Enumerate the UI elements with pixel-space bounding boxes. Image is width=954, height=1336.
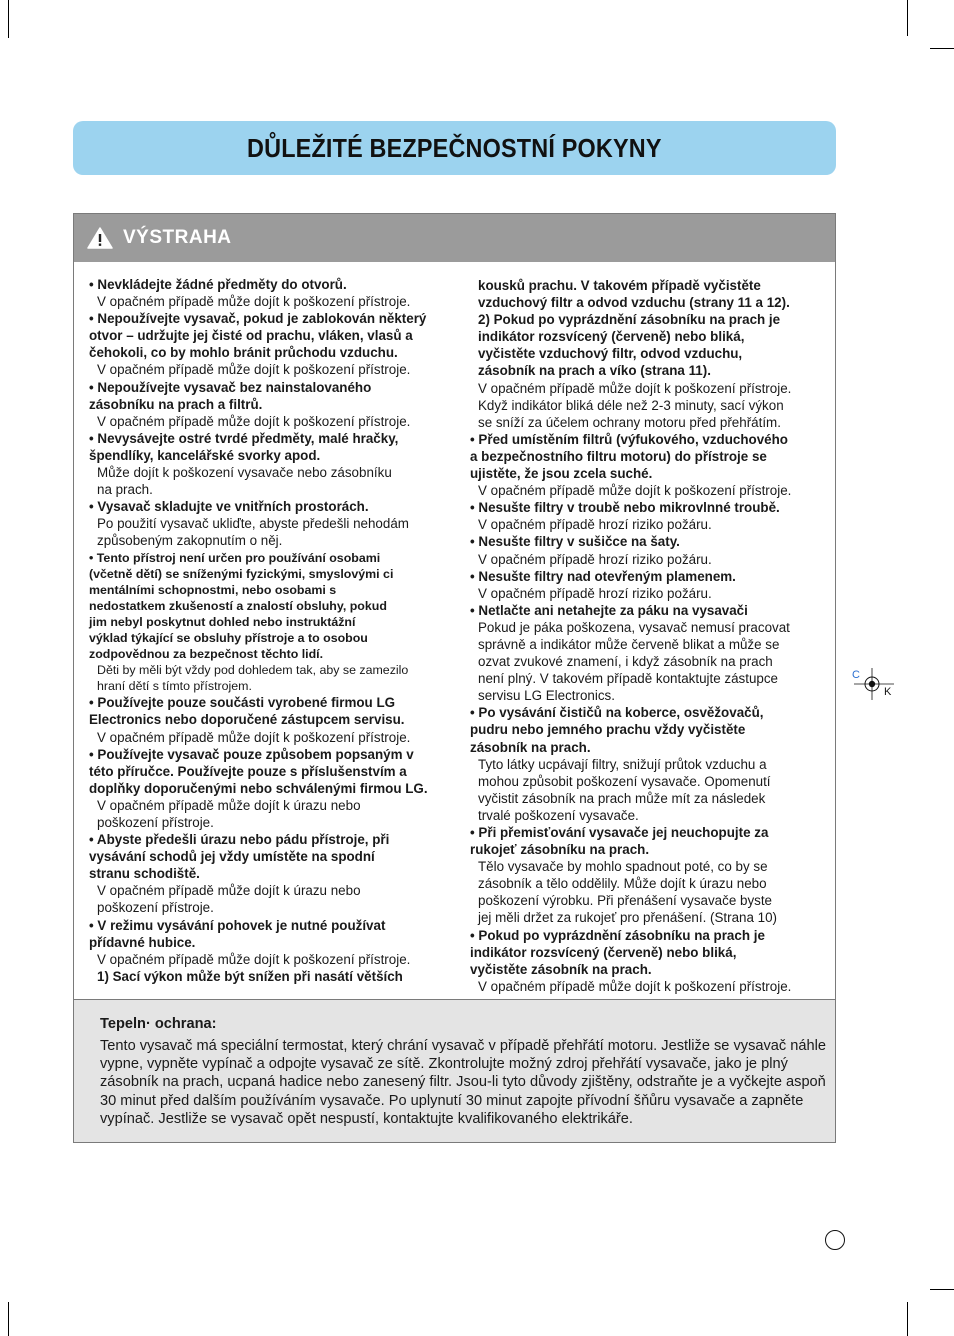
warning-item-text: V opačném případě může dojít k poškození přístroje.: [97, 951, 411, 967]
crop-mark: [907, 1302, 908, 1336]
warning-item-text: Děti by měli být vždy pod dohledem tak, aby se zamezilo hraní dětí s tímto přístrojem.: [97, 663, 409, 694]
warning-item-heading: • Vysavač skladujte ve vnitřních prostorách.: [89, 498, 451, 515]
crop-mark: [930, 1289, 954, 1290]
warning-item: [470, 568, 830, 602]
warning-item-heading: • Používejte pouze součásti vyrobené firmou LG Electronics nebo doporučené zástupcem servisu.: [89, 694, 451, 728]
warning-item-text: V opačném případě hrozí riziko požáru.: [478, 585, 712, 601]
warning-item-text: V opačném případě může dojít k úrazu nebo poškození přístroje.: [97, 797, 361, 830]
thermal-protection-box: [73, 999, 836, 1143]
warning-item-text: Pokud je páka poškozena, vysavač nemusí pracovat správně a indikátor může červeně blikat a může se ozvat zvukové znamení, i když zásobník na prach není plný. V takovém případě kontaktujte zástupce servisu LG Electronics.: [478, 619, 790, 704]
warning-item: [89, 746, 451, 831]
warning-item-heading: • Nepoužívejte vysavač bez nainstalovaného zásobníku na prach a filtrů.: [89, 379, 451, 413]
continued-text: V opačném případě může dojít k poškození přístroje. Když indikátor bliká déle než 2-3 minuty, sací výkon se sníží za účelem ochrany motoru před přehřátím.: [478, 380, 792, 430]
warning-item: [89, 550, 451, 695]
warning-item-heading: • Při přemisťování vysavače jej neuchopujte za rukojeť zásobníku na prach.: [470, 824, 830, 858]
warning-item-heading: • Tento přístroj není určen pro používání osobami (včetně dětí) se sníženými fyzickými, smyslovými ci mentálními schopnostmi, nebo osobami s nedostatkem zkušeností a znalostí obsluhy, pokud jim nebyl poskytnut dohled nebo instruktážní výklad týkající se obsluhy přístroje a to osobou zodpovědnou za bezpečnost těchto lidí.: [89, 550, 451, 663]
warning-item: [89, 310, 451, 378]
warning-item-heading: • Nevkládejte žádné předměty do otvorů.: [89, 276, 451, 293]
warning-item-text: V opačném případě může dojít k úrazu nebo poškození přístroje.: [97, 883, 361, 916]
warning-item-continuation: 1) Sací výkon může být snížen při nasátí větších: [97, 968, 403, 984]
warning-item: [470, 533, 830, 567]
warning-item-heading: • Po vysávání čističů na koberce, osvěžovačů, pudru nebo jemného prachu vždy vyčistěte zásobník na prach.: [470, 704, 830, 755]
thermal-title: Tepeln· ochrana:: [100, 1016, 217, 1032]
warning-item-heading: • Používejte vysavač pouze způsobem popsaným v této příručce. Používejte pouze s příslušenstvím a doplňky doporučenými nebo schválenými firmou LG.: [89, 746, 451, 797]
warning-label: VÝSTRAHA: [123, 227, 232, 248]
crop-mark: [8, 1302, 9, 1336]
warning-item-heading: • Netlačte ani netahejte za páku na vysavači: [470, 602, 830, 619]
warning-item-text: V opačném případě může dojít k poškození přístroje.: [478, 978, 792, 994]
warning-triangle-icon: [87, 227, 113, 249]
warning-item-heading: • Nesušte filtry nad otevřeným plamenem.: [470, 568, 830, 585]
warning-item-text: V opačném případě může dojít k poškození přístroje.: [97, 413, 411, 429]
continued-heading: kousků prachu. V takovém případě vyčistěte vzduchový filtr a odvod vzduchu (strany 11 a 12). 2) Pokud po vyprázdnění zásobníku na prach je indikátor rozsvícený (červeně) nebo bliká, vyčistěte vzduchový filtr, odvod vzduchu, zásobník na prach a víko (strana 11).: [478, 278, 790, 379]
warning-item: [470, 927, 830, 995]
crop-mark: [8, 0, 9, 38]
right-column: [470, 277, 830, 995]
warning-item-text: V opačném případě může dojít k poškození přístroje.: [97, 362, 411, 378]
warning-item: [89, 694, 451, 745]
warning-item: [470, 704, 830, 824]
reg-mark-c: C: [852, 669, 860, 681]
warning-item-text: V opačném případě hrozí riziko požáru.: [478, 517, 712, 533]
warning-item: [470, 431, 830, 499]
warning-header: [74, 214, 835, 262]
warning-item-text: V opačném případě může dojít k poškození přístroje.: [97, 294, 411, 310]
warning-item-text: Tyto látky ucpávají filtry, snižují průtok vzduchu a mohou způsobit poškození vysavače. Opomenutí vyčistit zásobník na prach může mít za následek trvalé poškození vysavače.: [478, 756, 771, 823]
warning-item-heading: • Abyste předešli úrazu nebo pádu přístroje, při vysávání schodů jej vždy umístěte na spodní stranu schodiště.: [89, 831, 451, 882]
warning-item: [89, 498, 451, 549]
warning-item: [89, 831, 451, 916]
warning-item: [89, 276, 451, 310]
left-column: [89, 276, 451, 985]
warning-item-heading: • Pokud po vyprázdnění zásobníku na prach je indikátor rozsvícený (červeně) nebo bliká, vyčistěte zásobník na prach.: [470, 927, 830, 978]
warning-item: [470, 602, 830, 705]
warning-item-heading: • Nepoužívejte vysavač, pokud je zablokován některý otvor – udržujte jej čisté od prachu, vláken, vlasů a čehokoli, co by mohlo bránit průchodu vzduchu.: [89, 310, 451, 361]
thermal-body: Tento vysavač má speciální termostat, který chrání vysavač v případě přehřátí motoru. Jestliže se vysavač náhle vypne, vypněte vypínač a odpojte vysavač ze sítě. Zkontrolujte možný zdroj přehřátí vysavače, jako je plný zásobník na prach, ucpaná hadice nebo zanesený filtr. Jsou-li tyto důvody zjištěny, odstraňte je a vyčkejte aspoň 30 minut před dalším používáním vysavače. Po uplynutí 30 minut zapojte přívodní šňůru vysavače a zapněte vypínač. Jestliže se vysavač opět nespustí, kontaktujte kvalifikovaného elektrikáře.: [100, 1038, 826, 1127]
warning-item: [89, 917, 451, 985]
warning-item-text: V opačném případě může dojít k poškození přístroje.: [97, 729, 411, 745]
warning-item: [470, 824, 830, 927]
warning-item-heading: • Nesušte filtry v sušičce na šaty.: [470, 533, 830, 550]
warning-item-text: V opačném případě hrozí riziko požáru.: [478, 551, 712, 567]
warning-item-heading: • Před umístěním filtrů (výfukového, vzduchového a bezpečnostního filtru motoru) do přístroje se ujistěte, že jsou zcela suché.: [470, 431, 830, 482]
warning-item: [470, 499, 830, 533]
title-banner: [73, 121, 836, 175]
warning-item-text: Může dojít k poškození vysavače nebo zásobníku na prach.: [97, 465, 392, 498]
crop-mark: [930, 48, 954, 49]
warning-item-text: Po použití vysavač ukliďte, abyste předešli nehodám způsobeným zakopnutím o něj.: [97, 516, 409, 549]
warning-item-text: Tělo vysavače by mohlo spadnout poté, co by se zásobník a tělo oddělily. Může dojít k úrazu nebo poškození výrobku. Při přenášení vysavače byste jej měli držet za rukojeť pro přenášení. (Strana 10): [478, 859, 778, 926]
page-title: DŮLEŽITÉ BEZPEČNOSTNÍ POKYNY: [247, 132, 662, 163]
warning-item: [89, 430, 451, 498]
page-number-circle: [825, 1230, 845, 1250]
reg-mark-k: K: [884, 686, 892, 698]
warning-item-text: V opačném případě může dojít k poškození přístroje.: [478, 483, 792, 499]
warning-item-heading: • V režimu vysávání pohovek je nutné používat přídavné hubice.: [89, 917, 451, 951]
crop-mark: [907, 0, 908, 36]
warning-item: [89, 379, 451, 430]
warning-item-heading: • Nesušte filtry v troubě nebo mikrovlnné troubě.: [470, 499, 830, 516]
warning-item-heading: • Nevysávejte ostré tvrdé předměty, malé hračky, špendlíky, kancelářské svorky apod.: [89, 430, 451, 464]
